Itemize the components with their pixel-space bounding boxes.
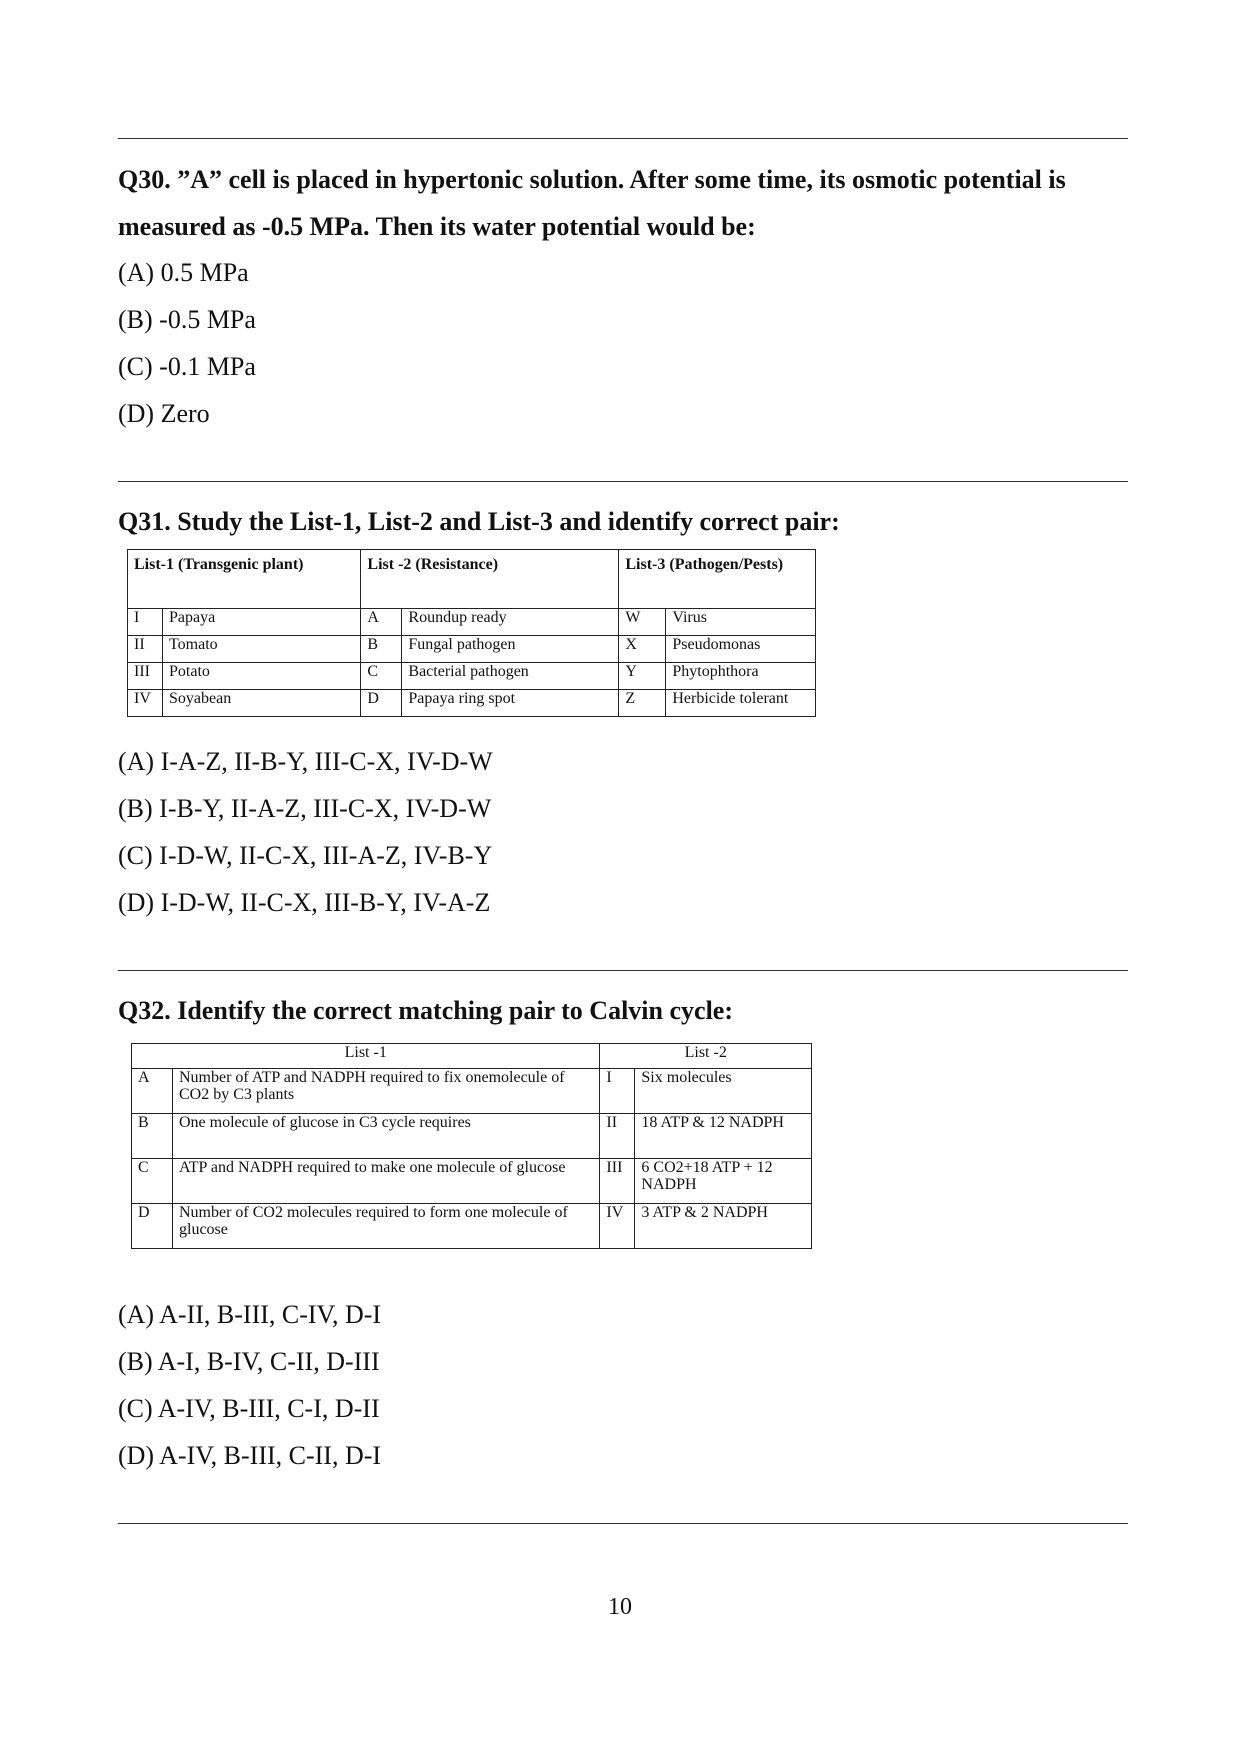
q30-option-c: (C) -0.1 MPa — [118, 352, 256, 381]
table-cell: Herbicide tolerant — [666, 690, 816, 717]
table-row — [132, 1114, 812, 1159]
table-cell: IV — [128, 690, 163, 717]
table-cell: B — [361, 636, 402, 663]
q32-option-c: (C) A-IV, B-III, C-I, D-II — [118, 1394, 380, 1423]
table-cell: D — [361, 690, 402, 717]
q30-title: Q30. ”A” cell is placed in hypertonic solution. After some time, its osmotic potential is measured as -0.5 MPa. Then its water potential would be: — [118, 165, 1066, 241]
table-cell: Papaya — [163, 609, 361, 636]
table-row — [128, 636, 816, 663]
table-cell: Number of ATP and NADPH required to fix onemolecule of CO2 by C3 plants — [173, 1069, 600, 1114]
table-cell: 6 CO2+18 ATP + 12 NADPH — [635, 1159, 812, 1204]
table-cell: Fungal pathogen — [402, 636, 619, 663]
q31-option-d: (D) I-D-W, II-C-X, III-B-Y, IV-A-Z — [118, 888, 491, 917]
q31-title: Q31. Study the List-1, List-2 and List-3 and identify correct pair: — [118, 507, 840, 536]
q31-table — [127, 549, 816, 717]
table-cell: C — [132, 1159, 173, 1204]
divider — [118, 481, 1128, 482]
q31-option-c: (C) I-D-W, II-C-X, III-A-Z, IV-B-Y — [118, 841, 493, 870]
table-cell: I — [600, 1069, 635, 1114]
q32-option-b: (B) A-I, B-IV, C-II, D-III — [118, 1347, 380, 1376]
q32-option-d: (D) A-IV, B-III, C-II, D-I — [118, 1441, 382, 1470]
table-row — [132, 1204, 812, 1249]
table-cell: D — [132, 1204, 173, 1249]
q31-option-a: (A) I-A-Z, II-B-Y, III-C-X, IV-D-W — [118, 747, 493, 776]
header-cell: List -2 — [600, 1044, 812, 1069]
table-cell: A — [132, 1069, 173, 1114]
header-cell: List-1 (Transgenic plant) — [128, 550, 361, 609]
table-cell: III — [128, 663, 163, 690]
q30-option-a: (A) 0.5 MPa — [118, 258, 249, 287]
q31-option-b: (B) I-B-Y, II-A-Z, III-C-X, IV-D-W — [118, 794, 492, 823]
table-cell: Potato — [163, 663, 361, 690]
table-cell: Tomato — [163, 636, 361, 663]
table-cell: Six molecules — [635, 1069, 812, 1114]
header-cell: List -1 — [132, 1044, 600, 1069]
q30-option-b: (B) -0.5 MPa — [118, 305, 256, 334]
table-cell: Soyabean — [163, 690, 361, 717]
table-cell: ATP and NADPH required to make one molecule of glucose — [173, 1159, 600, 1204]
table-cell: X — [619, 636, 666, 663]
table-cell: C — [361, 663, 402, 690]
table-header-row — [128, 550, 816, 609]
table-cell: Phytophthora — [666, 663, 816, 690]
table-cell: Roundup ready — [402, 609, 619, 636]
table-row — [128, 690, 816, 717]
table-cell: One molecule of glucose in C3 cycle requires — [173, 1114, 600, 1159]
table-header-row — [132, 1044, 812, 1069]
table-cell: Papaya ring spot — [402, 690, 619, 717]
divider — [118, 1523, 1128, 1524]
table-cell: 18 ATP & 12 NADPH — [635, 1114, 812, 1159]
header-cell: List -2 (Resistance) — [361, 550, 619, 609]
table-cell: Number of CO2 molecules required to form one molecule of glucose — [173, 1204, 600, 1249]
table-row — [132, 1159, 812, 1204]
table-cell: III — [600, 1159, 635, 1204]
table-cell: II — [600, 1114, 635, 1159]
table-cell: Virus — [666, 609, 816, 636]
page-number: 10 — [608, 1594, 632, 1620]
table-cell: Y — [619, 663, 666, 690]
header-cell: List-3 (Pathogen/Pests) — [619, 550, 816, 609]
table-cell: W — [619, 609, 666, 636]
table-row — [128, 663, 816, 690]
table-row — [132, 1069, 812, 1114]
q32-option-a: (A) A-II, B-III, C-IV, D-I — [118, 1300, 382, 1329]
table-cell: A — [361, 609, 402, 636]
divider — [118, 138, 1128, 139]
table-cell: I — [128, 609, 163, 636]
table-cell: 3 ATP & 2 NADPH — [635, 1204, 812, 1249]
table-cell: Z — [619, 690, 666, 717]
q32-table — [131, 1043, 812, 1249]
q32-title: Q32. Identify the correct matching pair to Calvin cycle: — [118, 996, 733, 1025]
table-cell: Bacterial pathogen — [402, 663, 619, 690]
divider — [118, 970, 1128, 971]
table-row — [128, 609, 816, 636]
table-cell: B — [132, 1114, 173, 1159]
table-cell: Pseudomonas — [666, 636, 816, 663]
table-cell: II — [128, 636, 163, 663]
q30-option-d: (D) Zero — [118, 399, 210, 428]
table-cell: IV — [600, 1204, 635, 1249]
